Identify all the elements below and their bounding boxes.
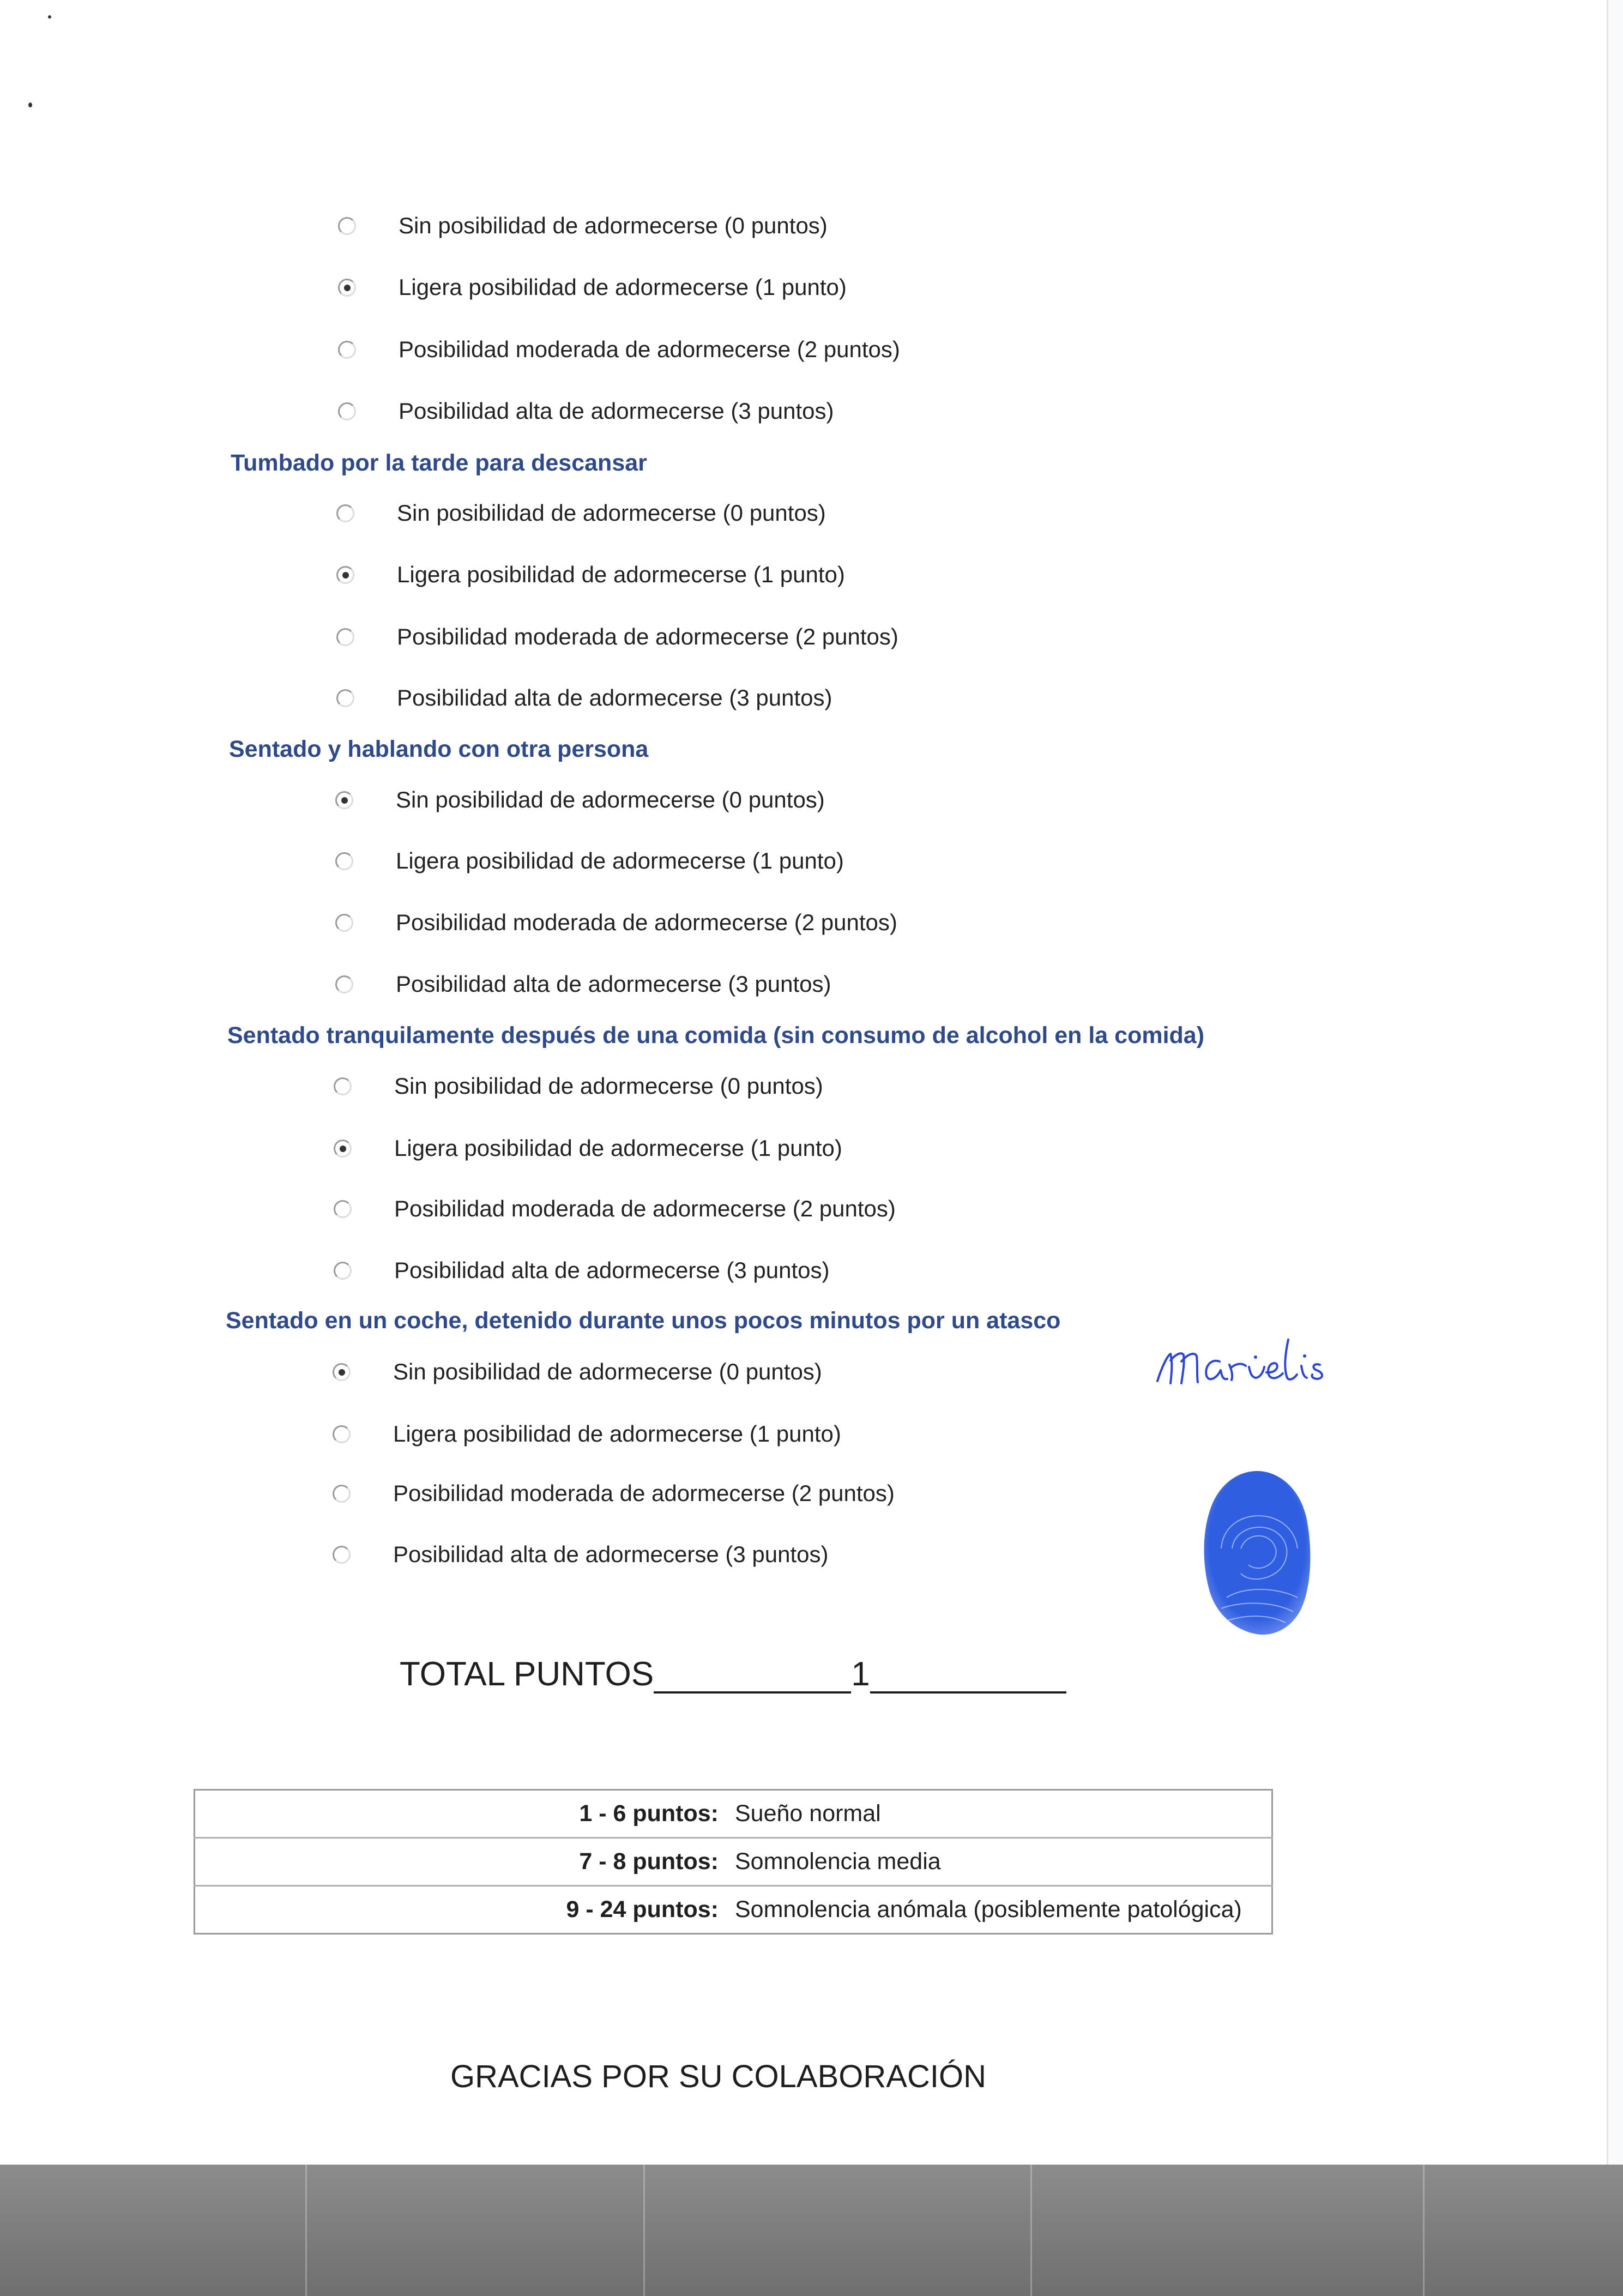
radio-button-selected[interactable] (334, 1140, 352, 1158)
option-row[interactable] (333, 1355, 822, 1388)
option-label: Posibilidad alta de adormecerse (3 puntos) (393, 1541, 829, 1567)
radio-button[interactable] (333, 1546, 351, 1564)
scan-streak (1030, 2165, 1032, 2296)
option-row[interactable] (338, 209, 828, 242)
radio-button[interactable] (334, 1200, 352, 1218)
option-row[interactable] (333, 1538, 828, 1571)
total-blank-left (654, 1660, 851, 1694)
radio-button[interactable] (338, 402, 356, 420)
option-row[interactable] (334, 1132, 842, 1165)
option-label: Posibilidad alta de adormecerse (3 puntos) (397, 685, 832, 710)
radio-button-selected[interactable] (338, 279, 356, 297)
score-meaning: Somnolencia media (735, 1838, 1272, 1886)
radio-button[interactable] (336, 504, 354, 522)
total-points (400, 1655, 1066, 1694)
score-meaning: Somnolencia anómala (posiblemente patológica) (735, 1886, 1272, 1934)
radio-button[interactable] (338, 217, 356, 235)
radio-button-selected[interactable] (333, 1363, 351, 1381)
table-row (195, 1838, 1272, 1886)
table-row (195, 1886, 1272, 1934)
score-scale-table (194, 1789, 1273, 1935)
option-label: Posibilidad moderada de adormecerse (2 puntos) (394, 1196, 896, 1221)
option-row[interactable] (333, 1477, 895, 1510)
option-label: Sin posibilidad de adormecerse (0 puntos) (393, 1359, 822, 1384)
radio-button[interactable] (333, 1425, 351, 1443)
radio-button[interactable] (336, 689, 354, 707)
scanner-background (0, 2165, 1623, 2296)
scan-streak (1423, 2165, 1425, 2296)
scan-speck (48, 15, 51, 19)
option-row[interactable] (334, 1070, 823, 1102)
option-row[interactable] (335, 968, 831, 1001)
option-label: Ligera posibilidad de adormecerse (1 punto) (399, 274, 847, 300)
option-row[interactable] (336, 558, 845, 591)
radio-button[interactable] (334, 1077, 352, 1095)
option-row[interactable] (338, 333, 900, 366)
radio-button-selected[interactable] (336, 566, 354, 584)
option-label: Sin posibilidad de adormecerse (0 puntos) (394, 1073, 823, 1099)
option-row[interactable] (336, 682, 832, 714)
radio-button[interactable] (335, 852, 353, 870)
score-meaning: Sueño normal (735, 1800, 881, 1827)
option-label: Posibilidad alta de adormecerse (3 puntos) (396, 971, 831, 997)
scan-streak (643, 2165, 645, 2296)
option-row[interactable] (336, 497, 826, 529)
scan-streak (305, 2165, 307, 2296)
option-label: Ligera posibilidad de adormecerse (1 punto) (394, 1135, 842, 1161)
table-row (195, 1790, 1272, 1838)
question-heading: Sentado tranquilamente después de una comida (sin consumo de alcohol en la comida) (227, 1022, 1205, 1048)
option-row[interactable] (335, 906, 897, 939)
option-label: Posibilidad moderada de adormecerse (2 puntos) (396, 909, 897, 935)
score-range: 9 - 24 puntos: (195, 1886, 735, 1934)
question-heading: Sentado y hablando con otra persona (229, 736, 649, 762)
radio-button[interactable] (338, 341, 356, 359)
option-row[interactable] (335, 784, 825, 816)
option-row[interactable] (338, 395, 834, 427)
option-label: Posibilidad moderada de adormecerse (2 puntos) (393, 1480, 895, 1506)
option-label: Posibilidad moderada de adormecerse (2 puntos) (397, 624, 898, 649)
option-label: Posibilidad moderada de adormecerse (2 puntos) (399, 336, 900, 362)
option-label: Posibilidad alta de adormecerse (3 puntos) (399, 398, 834, 424)
option-label: Sin posibilidad de adormecerse (0 puntos) (397, 500, 826, 526)
option-label: Ligera posibilidad de adormecerse (1 punto) (397, 562, 845, 587)
option-label: Posibilidad alta de adormecerse (3 puntos) (394, 1257, 830, 1283)
total-blank-right (870, 1660, 1066, 1694)
option-row[interactable] (336, 620, 898, 653)
total-value: 1 (851, 1655, 870, 1693)
option-row[interactable] (334, 1254, 829, 1287)
signature (1148, 1322, 1355, 1404)
closing-message: GRACIAS POR SU COLABORACIÓN (450, 2059, 986, 2094)
radio-button[interactable] (333, 1485, 351, 1503)
scan-speck (28, 103, 32, 107)
score-range: 1 - 6 puntos: (579, 1800, 719, 1827)
option-label: Sin posibilidad de adormecerse (0 puntos) (399, 213, 828, 238)
score-range: 7 - 8 puntos: (195, 1838, 735, 1886)
option-label: Sin posibilidad de adormecerse (0 puntos) (396, 787, 825, 812)
question-heading: Sentado en un coche, detenido durante unos pocos minutos por un atasco (226, 1307, 1061, 1334)
question-heading: Tumbado por la tarde para descansar (231, 450, 647, 476)
radio-button[interactable] (335, 914, 353, 932)
fingerprint (1194, 1467, 1319, 1641)
option-label: Ligera posibilidad de adormecerse (1 punto) (393, 1421, 841, 1447)
option-row[interactable] (334, 1192, 896, 1225)
radio-button[interactable] (335, 975, 353, 993)
radio-button[interactable] (336, 628, 354, 646)
radio-button[interactable] (334, 1262, 352, 1280)
option-row[interactable] (338, 271, 847, 304)
option-label: Ligera posibilidad de adormecerse (1 punto) (396, 848, 844, 873)
option-row[interactable] (333, 1418, 841, 1450)
option-row[interactable] (335, 845, 844, 877)
total-label: TOTAL PUNTOS (400, 1655, 654, 1693)
radio-button-selected[interactable] (335, 791, 353, 809)
